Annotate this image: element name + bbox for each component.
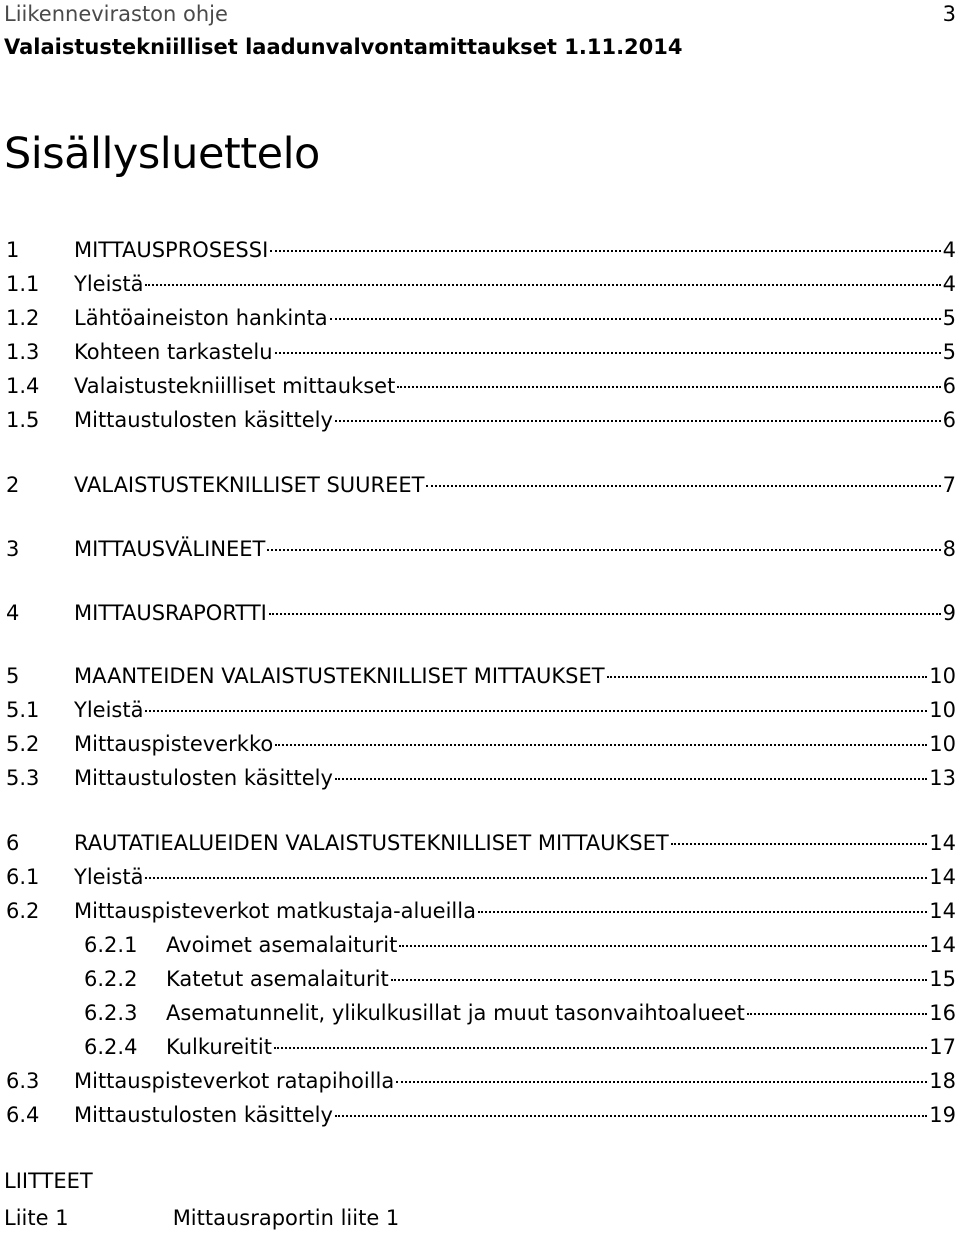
toc-entry-number: 5 [6, 664, 20, 688]
dot-leader [397, 386, 940, 388]
toc-entry-number: 1.2 [6, 306, 40, 330]
toc-entry-page: 14 [929, 933, 956, 957]
toc-entry-label: Mittauspisteverkot matkustaja-alueilla [74, 899, 476, 923]
toc-entry-number: 6.1 [6, 865, 40, 889]
appendix-label: Liite 1 [4, 1206, 69, 1230]
toc-entry-page: 6 [942, 408, 956, 432]
toc-entry-page: 9 [942, 601, 956, 625]
toc-entry-page: 6 [942, 374, 956, 398]
dot-leader [269, 613, 941, 615]
toc-entry-label: Asematunnelit, ylikulkusillat ja muut tasonvaihtoalueet [166, 1001, 745, 1025]
toc-entry-label: Mittauspisteverkot ratapihoilla [74, 1069, 395, 1093]
toc-entry-5-1[interactable] [6, 695, 956, 725]
toc-entry-page: 5 [942, 340, 956, 364]
toc-entry-1[interactable] [6, 235, 956, 265]
toc-entry-3[interactable] [6, 534, 956, 564]
toc-entry-number: 2 [6, 473, 20, 497]
toc-entry-page: 5 [942, 306, 956, 330]
toc-entry-5[interactable] [6, 661, 956, 691]
toc-entry-page: 14 [929, 831, 956, 855]
appendices-heading: LIITTEET [4, 1169, 93, 1193]
toc-entry-page: 10 [929, 664, 956, 688]
dot-leader [275, 744, 927, 746]
toc-entry-number: 3 [6, 537, 20, 561]
toc-entry-number: 6.3 [6, 1069, 40, 1093]
dot-leader [330, 318, 941, 320]
dot-leader [335, 420, 941, 422]
toc-entry-6-3[interactable] [6, 1066, 956, 1096]
toc-entry-label: RAUTATIEALUEIDEN VALAISTUSTEKNILLISET MITTAUKSET [74, 831, 669, 855]
page-number: 3 [942, 2, 956, 26]
toc-entry-label: Mittaustulosten käsittely [74, 766, 333, 790]
toc-entry-label: Mittaustulosten käsittely [74, 408, 333, 432]
toc-entry-label: Kohteen tarkastelu [74, 340, 273, 364]
toc-entry-number: 1 [6, 238, 20, 262]
appendix-entry[interactable] [4, 1203, 399, 1233]
toc-entry-label: MAANTEIDEN VALAISTUSTEKNILLISET MITTAUKSET [74, 664, 605, 688]
toc-entry-number: 6.4 [6, 1103, 40, 1127]
toc-entry-label: Yleistä [74, 698, 144, 722]
toc-entry-page: 4 [942, 238, 956, 262]
toc-entry-label: MITTAUSVÄLINEET [74, 537, 266, 561]
appendix-title: Mittausraportin liite 1 [172, 1206, 400, 1230]
toc-entry-label: Avoimet asemalaiturit [166, 933, 398, 957]
toc-entry-page: 7 [942, 473, 956, 497]
toc-entry-number: 6.2 [6, 899, 40, 923]
toc-entry-6-2-2[interactable] [84, 964, 956, 994]
dot-leader [747, 1013, 927, 1015]
toc-entry-page: 14 [929, 865, 956, 889]
toc-entry-number: 4 [6, 601, 20, 625]
toc-entry-label: MITTAUSPROSESSI [74, 238, 269, 262]
publisher-name: Liikenneviraston ohje [4, 2, 228, 26]
toc-heading: Sisällysluettelo [4, 129, 320, 179]
toc-entry-number: 6.2.1 [84, 933, 138, 957]
toc-entry-1-3[interactable] [6, 337, 956, 367]
toc-entry-page: 14 [929, 899, 956, 923]
toc-entry-label: Mittaustulosten käsittely [74, 1103, 333, 1127]
dot-leader [391, 979, 928, 981]
toc-entry-1-1[interactable] [6, 269, 956, 299]
toc-entry-label: Valaistustekniilliset mittaukset [74, 374, 396, 398]
toc-entry-number: 1.3 [6, 340, 40, 364]
dot-leader [275, 352, 941, 354]
toc-entry-number: 6.2.4 [84, 1035, 138, 1059]
toc-entry-6-1[interactable] [6, 862, 956, 892]
toc-entry-2[interactable] [6, 470, 956, 500]
dot-leader [396, 1081, 927, 1083]
toc-entry-label: Lähtöaineiston hankinta [74, 306, 328, 330]
toc-entry-page: 10 [929, 698, 956, 722]
toc-entry-number: 1.4 [6, 374, 40, 398]
toc-entry-number: 5.2 [6, 732, 40, 756]
toc-entry-label: Mittauspisteverkko [74, 732, 274, 756]
dot-leader [145, 710, 927, 712]
toc-entry-6-4[interactable] [6, 1100, 956, 1130]
toc-entry-1-5[interactable] [6, 405, 956, 435]
toc-entry-number: 1.5 [6, 408, 40, 432]
dot-leader [671, 843, 928, 845]
toc-entry-6[interactable] [6, 828, 956, 858]
toc-entry-label: Yleistä [74, 865, 144, 889]
toc-entry-label: Kulkureitit [166, 1035, 272, 1059]
toc-entry-5-2[interactable] [6, 729, 956, 759]
toc-entry-page: 13 [929, 766, 956, 790]
dot-leader [270, 250, 940, 252]
toc-entry-4[interactable] [6, 598, 956, 628]
dot-leader [399, 945, 927, 947]
toc-entry-label: Yleistä [74, 272, 144, 296]
toc-entry-5-3[interactable] [6, 763, 956, 793]
toc-entry-page: 18 [929, 1069, 956, 1093]
dot-leader [335, 778, 927, 780]
toc-entry-6-2-3[interactable] [84, 998, 956, 1028]
toc-entry-page: 4 [942, 272, 956, 296]
toc-entry-page: 10 [929, 732, 956, 756]
toc-entry-number: 5.1 [6, 698, 40, 722]
toc-entry-6-2-4[interactable] [84, 1032, 956, 1062]
toc-entry-number: 6.2.3 [84, 1001, 138, 1025]
toc-entry-label: Katetut asemalaiturit [166, 967, 389, 991]
toc-entry-number: 1.1 [6, 272, 40, 296]
toc-entry-number: 6 [6, 831, 20, 855]
toc-entry-page: 19 [929, 1103, 956, 1127]
toc-entry-1-4[interactable] [6, 371, 956, 401]
toc-entry-page: 15 [929, 967, 956, 991]
dot-leader [426, 485, 940, 487]
toc-entry-number: 5.3 [6, 766, 40, 790]
dot-leader [145, 284, 940, 286]
toc-entry-number: 6.2.2 [84, 967, 138, 991]
dot-leader [335, 1115, 927, 1117]
toc-entry-1-2[interactable] [6, 303, 956, 333]
toc-entry-page: 8 [942, 537, 956, 561]
toc-entry-label: VALAISTUSTEKNILLISET SUUREET [74, 473, 425, 497]
dot-leader [145, 877, 927, 879]
dot-leader [267, 549, 940, 551]
dot-leader [607, 676, 928, 678]
toc-entry-page: 17 [929, 1035, 956, 1059]
dot-leader [274, 1047, 927, 1049]
toc-entry-page: 16 [929, 1001, 956, 1025]
toc-entry-label: MITTAUSRAPORTTI [74, 601, 267, 625]
toc-entry-6-2[interactable] [6, 896, 956, 926]
toc-entry-6-2-1[interactable] [84, 930, 956, 960]
dot-leader [478, 911, 927, 913]
document-title: Valaistustekniilliset laadunvalvontamittaukset 1.11.2014 [4, 35, 683, 59]
